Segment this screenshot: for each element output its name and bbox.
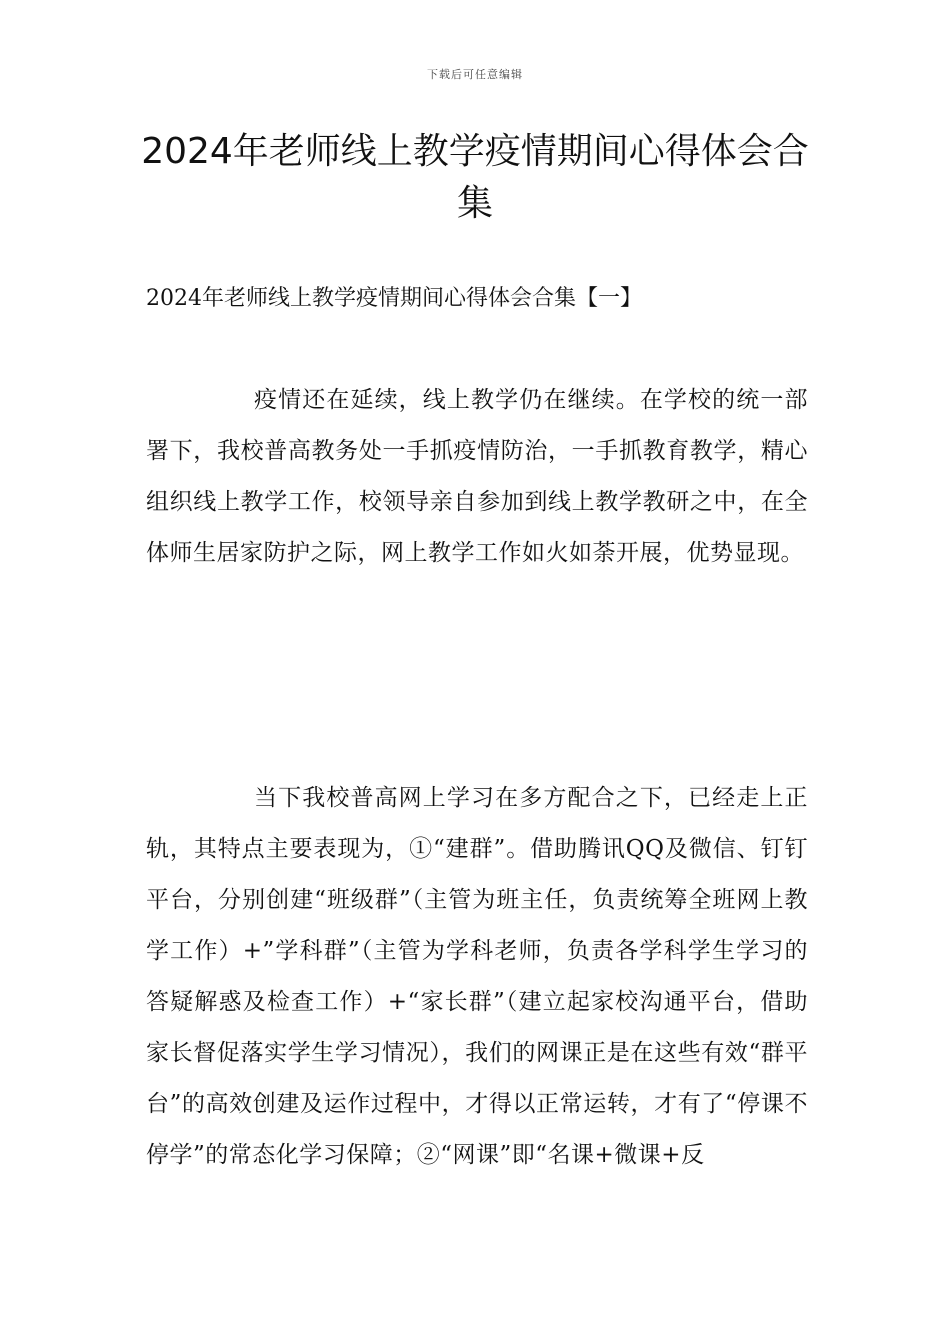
header-note: 下载后可任意编辑 xyxy=(427,68,523,81)
body-paragraph-1: 疫情还在延续，线上教学仍在继续。在学校的统一部署下，我校普高教务处一手抓疫情防治，一手抓教育教学，精心组织线上教学工作，校领导亲自参加到线上教学教研之中，在全体师生居家防护之际，网上教学工作如火如荼开展，优势显现。 xyxy=(146,387,808,566)
section-heading: 2024年老师线上教学疫情期间心得体会合集【一】 xyxy=(146,286,642,311)
document-title: 2024年老师线上教学疫情期间心得体会合集 xyxy=(141,131,809,224)
body-paragraph-2: 当下我校普高网上学习在多方配合之下，已经走上正轨，其特点主要表现为，①“建群”。借助腾讯QQ及微信、钉钉平台，分别创建“班级群”（主管为班主任，负责统筹全班网上教学工作）+”学科群”（主管为学科老师，负责各学科学生学习的答疑解惑及检查工作）+“家长群”（建立起家校沟通平台，借助家长督促落实学生学习情况），我们的网课正是在这些有效“群平台”的高效创建及运作过程中，才得以正常运转，才有了“停课不停学”的常态化学习保障；②“网课”即“名课+微课+反 xyxy=(146,785,808,1168)
